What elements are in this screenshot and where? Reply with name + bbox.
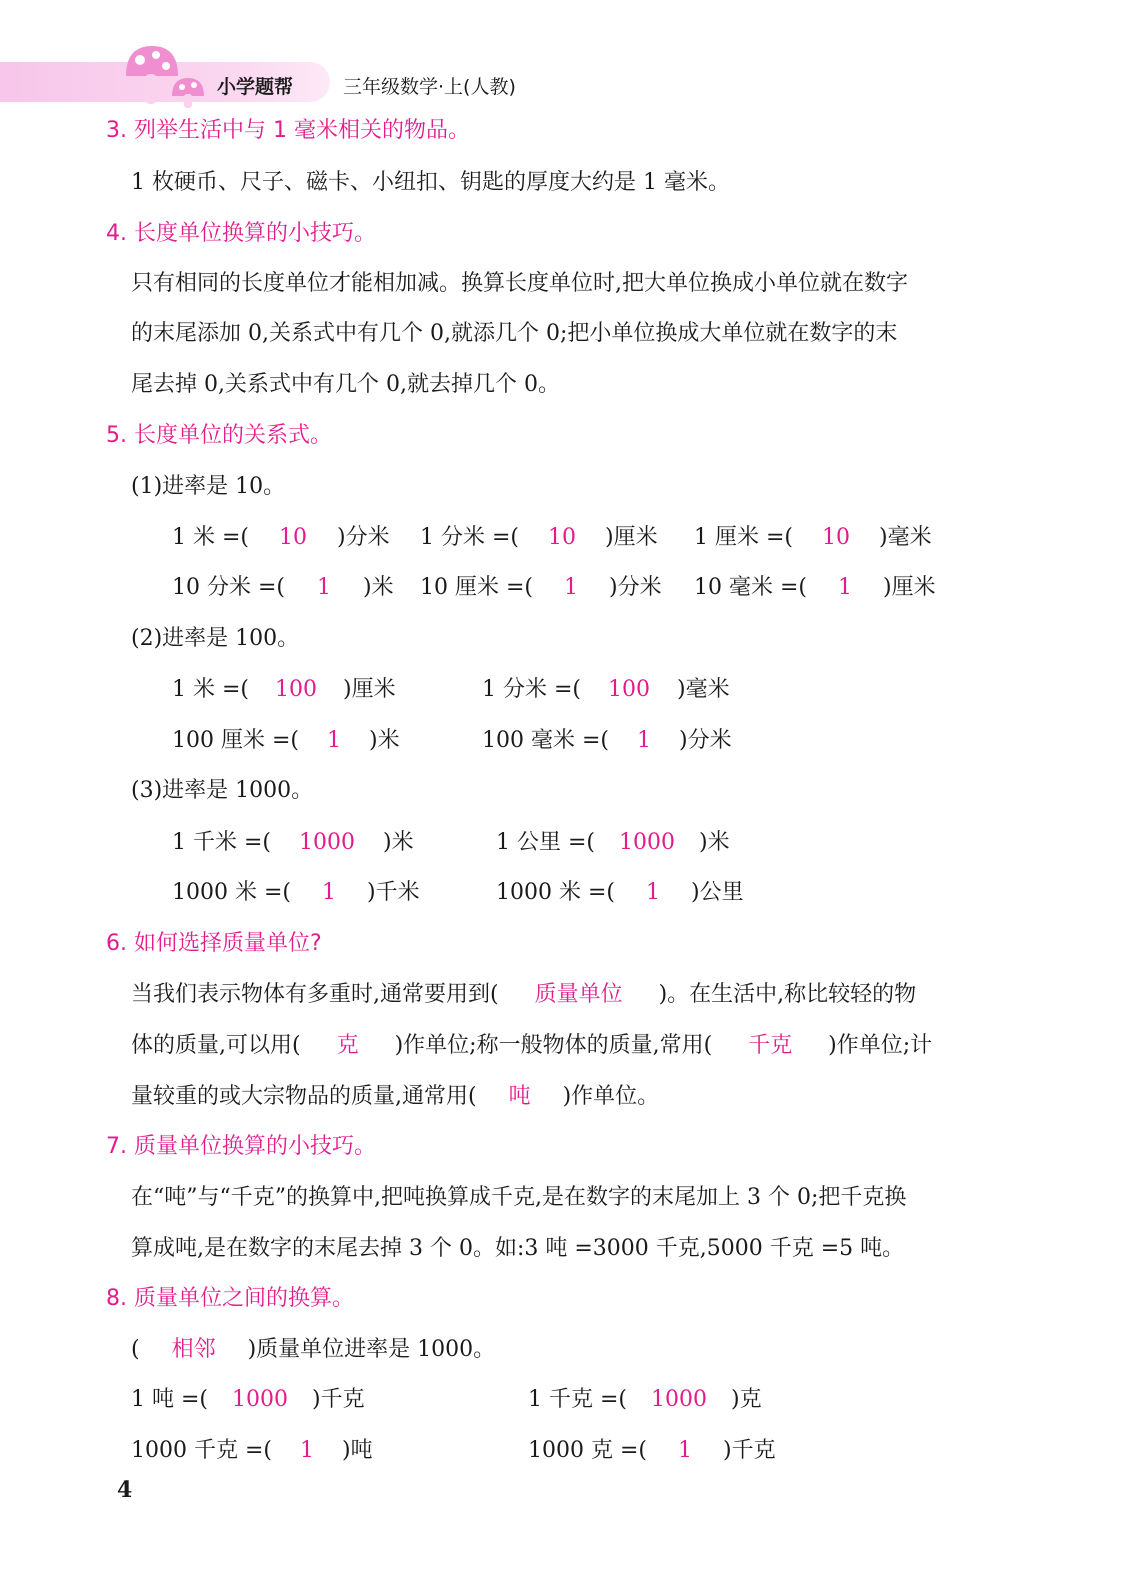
- conversion-item: 1 米 =( 100 )厘米: [172, 677, 396, 702]
- answer: 1: [838, 575, 852, 600]
- answer: 1: [300, 1438, 314, 1463]
- answer: 相邻: [171, 1337, 216, 1362]
- answer: 1: [322, 880, 336, 905]
- section-7-line: 在“吨”与“千克”的换算中,把吨换算成千克,是在数字的末尾加上 3 个 0;把千克换: [131, 1185, 907, 1210]
- conversion-item: 1 米 =( 10 )分米: [172, 525, 390, 550]
- header-brand: 小学题帮: [217, 76, 294, 98]
- rate-100-label: (2)进率是 100。: [131, 626, 300, 651]
- answer: 千克: [748, 1033, 793, 1058]
- conversion-item: 1 厘米 =( 10 )毫米: [694, 525, 932, 550]
- conversion-item: 1 吨 =( 1000 )千克: [131, 1387, 365, 1412]
- conversion-item: 1 分米 =( 100 )毫米: [482, 677, 730, 702]
- section-7-line: 算成吨,是在数字的末尾去掉 3 个 0。如:3 吨 =3000 千克,5000 千克 =5 吨。: [131, 1236, 905, 1261]
- answer: 100: [275, 677, 318, 702]
- conversion-item: 1000 米 =( 1 )千米: [172, 880, 420, 905]
- rate-10-label: (1)进率是 10。: [131, 474, 286, 499]
- conversion-item: 100 毫米 =( 1 )分米: [482, 728, 732, 753]
- section-3-heading: 3. 列举生活中与 1 毫米相关的物品。: [106, 118, 470, 143]
- section-6-heading: 6. 如何选择质量单位?: [106, 931, 322, 956]
- section-4-line: 尾去掉 0,关系式中有几个 0,就去掉几个 0。: [131, 372, 560, 397]
- conversion-item: 1 公里 =( 1000 )米: [496, 830, 730, 855]
- answer: 10: [548, 525, 577, 550]
- answer: 1: [637, 728, 651, 753]
- section-4-heading: 4. 长度单位换算的小技巧。: [106, 221, 376, 246]
- answer: 1000: [299, 830, 356, 855]
- section-7-heading: 7. 质量单位换算的小技巧。: [106, 1134, 376, 1159]
- conversion-item: 10 毫米 =( 1 )厘米: [694, 575, 936, 600]
- answer: 100: [608, 677, 651, 702]
- answer: 1000: [619, 830, 676, 855]
- section-6-line: 量较重的或大宗物品的质量,通常用( 吨 )作单位。: [131, 1084, 660, 1109]
- answer: 1000: [232, 1387, 289, 1412]
- conversion-item: 1000 克 =( 1 )千克: [528, 1438, 776, 1463]
- answer: 1: [564, 575, 578, 600]
- answer: 10: [279, 525, 308, 550]
- page-number: 4: [117, 1477, 133, 1503]
- answer: 1: [327, 728, 341, 753]
- answer: 1: [678, 1438, 692, 1463]
- answer: 吨: [508, 1084, 531, 1109]
- header-title: 三年级数学·上(人教): [343, 76, 516, 98]
- mushroom-logo-icon: [118, 40, 208, 110]
- conversion-item: 10 分米 =( 1 )米: [172, 575, 394, 600]
- section-3-text: 1 枚硬币、尺子、磁卡、小纽扣、钥匙的厚度大约是 1 毫米。: [131, 170, 730, 195]
- section-4-line: 的末尾添加 0,关系式中有几个 0,就添几个 0;把小单位换成大单位就在数字的末: [131, 321, 898, 346]
- answer: 克: [336, 1033, 359, 1058]
- answer: 质量单位: [534, 982, 623, 1007]
- answer: 1: [317, 575, 331, 600]
- conversion-item: 1 千米 =( 1000 )米: [172, 830, 414, 855]
- section-6-line: 当我们表示物体有多重时,通常要用到( 质量单位 )。在生活中,称比较轻的物: [131, 982, 917, 1007]
- answer: 10: [822, 525, 851, 550]
- conversion-item: 1000 米 =( 1 )公里: [496, 880, 744, 905]
- section-4-line: 只有相同的长度单位才能相加减。换算长度单位时,把大单位换成小单位就在数字: [131, 271, 908, 296]
- conversion-item: 1 千克 =( 1000 )克: [528, 1387, 762, 1412]
- section-8-heading: 8. 质量单位之间的换算。: [106, 1286, 354, 1311]
- conversion-item: 1000 千克 =( 1 )吨: [131, 1438, 373, 1463]
- rate-1000-label: (3)进率是 1000。: [131, 778, 314, 803]
- answer: 1: [646, 880, 660, 905]
- section-5-heading: 5. 长度单位的关系式。: [106, 423, 332, 448]
- section-6-line: 体的质量,可以用( 克 )作单位;称一般物体的质量,常用( 千克 )作单位;计: [131, 1033, 933, 1058]
- section-8-line: ( 相邻 )质量单位进率是 1000。: [131, 1337, 496, 1362]
- conversion-item: 100 厘米 =( 1 )米: [172, 728, 400, 753]
- answer: 1000: [651, 1387, 708, 1412]
- conversion-item: 10 厘米 =( 1 )分米: [420, 575, 662, 600]
- conversion-item: 1 分米 =( 10 )厘米: [420, 525, 658, 550]
